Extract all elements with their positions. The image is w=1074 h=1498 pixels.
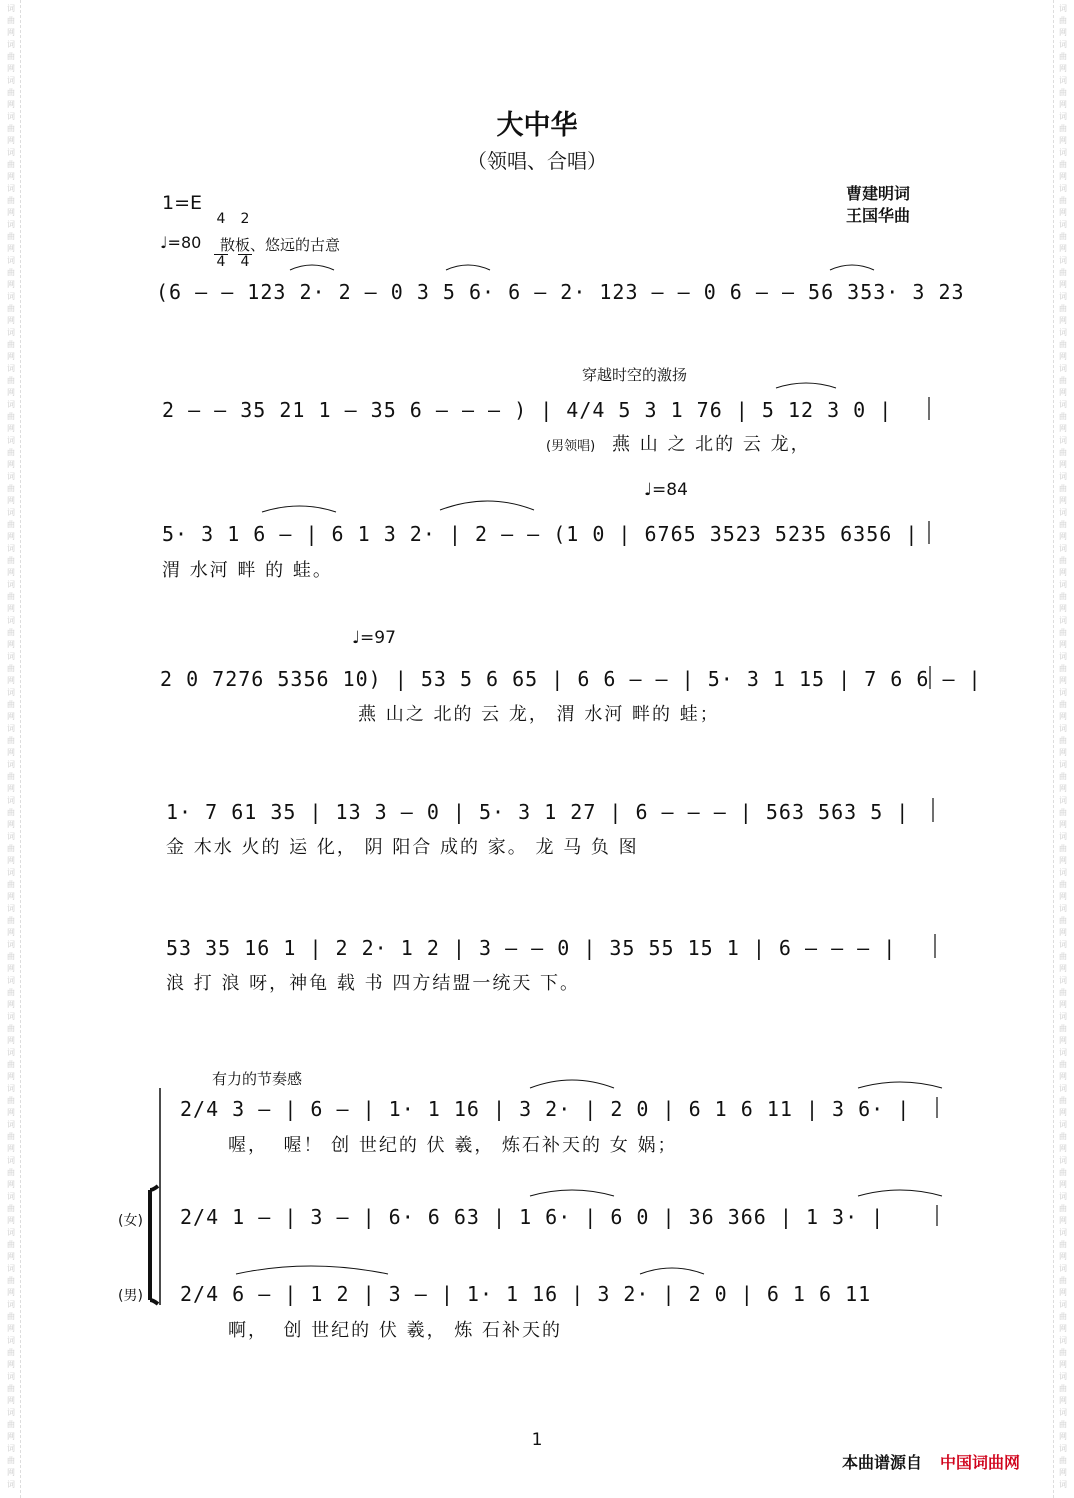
watermark-glyph: 词 — [1059, 1120, 1067, 1129]
tempo-marking-97: ♩=97 — [352, 628, 396, 648]
watermark-glyph: 曲 — [1059, 1096, 1067, 1105]
source-label: 本曲谱源自 — [842, 1453, 923, 1472]
watermark-glyph: 词 — [7, 1192, 15, 1201]
watermark-glyph: 网 — [1059, 244, 1067, 253]
watermark-glyph: 网 — [1059, 604, 1067, 613]
watermark-glyph: 网 — [7, 1360, 15, 1369]
watermark-glyph: 曲 — [1059, 268, 1067, 277]
time-sig-bottom: 4 — [214, 254, 228, 269]
watermark-glyph: 曲 — [1059, 1168, 1067, 1177]
watermark-glyph: 曲 — [1059, 772, 1067, 781]
watermark-glyph: 网 — [7, 244, 15, 253]
watermark-glyph: 词 — [7, 652, 15, 661]
watermark-glyph: 曲 — [7, 1060, 15, 1069]
watermark-glyph: 词 — [7, 256, 15, 265]
watermark-glyph: 网 — [7, 136, 15, 145]
watermark-glyph: 词 — [1059, 688, 1067, 697]
watermark-glyph: 网 — [1059, 1072, 1067, 1081]
watermark-glyph: 网 — [7, 1396, 15, 1405]
system-7-male-lyrics: 啊， 创 世纪的 伏 羲， 炼 石补天的 — [228, 1320, 563, 1341]
watermark-glyph: 网 — [1059, 1108, 1067, 1117]
slur — [236, 1266, 388, 1274]
watermark-glyph: 网 — [1059, 892, 1067, 901]
watermark-glyph: 网 — [1059, 640, 1067, 649]
watermark-glyph: 网 — [1059, 64, 1067, 73]
watermark-glyph: 网 — [1059, 856, 1067, 865]
watermark-glyph: 网 — [7, 892, 15, 901]
slur — [830, 265, 874, 270]
watermark-glyph: 词 — [7, 940, 15, 949]
watermark-glyph: 词 — [7, 184, 15, 193]
watermark-glyph: 曲 — [1059, 448, 1067, 457]
watermark-glyph: 词 — [1059, 1192, 1067, 1201]
watermark-glyph: 曲 — [1059, 1312, 1067, 1321]
watermark-glyph: 曲 — [7, 196, 15, 205]
watermark-glyph: 网 — [1059, 460, 1067, 469]
watermark-glyph: 曲 — [7, 1204, 15, 1213]
tempo-marking-80: ♩=80 — [160, 233, 202, 252]
watermark-glyph: 词 — [7, 1120, 15, 1129]
watermark-glyph: 网 — [1059, 1000, 1067, 1009]
watermark-glyph: 词 — [1059, 976, 1067, 985]
watermark-glyph: 网 — [1059, 1252, 1067, 1261]
system-2-lyrics: 燕 山 之 北的 云 龙， — [612, 434, 811, 455]
watermark-glyph: 词 — [7, 544, 15, 553]
watermark-glyph: 词 — [1059, 652, 1067, 661]
watermark-glyph: 曲 — [7, 520, 15, 529]
system-7-male-notes: 2/4 6 — | 1 2 | 3 — | 1· 1 16 | 3 2· | 2 0 | 6 1 6 11 — [180, 1282, 872, 1306]
watermark-glyph: 曲 — [7, 556, 15, 565]
watermark-glyph: 网 — [1059, 1360, 1067, 1369]
watermark-glyph: 词 — [1059, 1444, 1067, 1453]
watermark-glyph: 词 — [1059, 1300, 1067, 1309]
watermark-glyph: 网 — [1059, 316, 1067, 325]
watermark-glyph: 词 — [1059, 940, 1067, 949]
watermark-glyph: 曲 — [1059, 304, 1067, 313]
watermark-glyph: 曲 — [7, 1168, 15, 1177]
system-7-upper-notes: 2/4 3 — | 6 — | 1· 1 16 | 3 2· | 2 0 | 6 1 6 11 | 3 6· | — [180, 1097, 911, 1121]
watermark-glyph: 曲 — [7, 1096, 15, 1105]
song-subtitle: （领唱、合唱） — [467, 149, 607, 173]
slur — [858, 1190, 942, 1196]
watermark-glyph: 词 — [1059, 724, 1067, 733]
key-signature: 1=E — [162, 192, 203, 214]
watermark-glyph: 网 — [1059, 568, 1067, 577]
watermark-glyph: 曲 — [1059, 700, 1067, 709]
time-sig-top: 4 — [216, 211, 226, 227]
watermark-glyph: 曲 — [7, 304, 15, 313]
watermark-glyph: 曲 — [1059, 736, 1067, 745]
watermark-glyph: 网 — [7, 1108, 15, 1117]
watermark-glyph: 曲 — [7, 160, 15, 169]
watermark-glyph: 曲 — [1059, 88, 1067, 97]
watermark-glyph: 词 — [7, 4, 15, 13]
slur — [858, 1082, 942, 1088]
watermark-glyph: 网 — [7, 1468, 15, 1477]
watermark-glyph: 网 — [7, 172, 15, 181]
watermark-glyph: 词 — [1059, 1264, 1067, 1273]
system-4-lyrics: 燕 山之 北的 云 龙， 渭 水河 畔的 蛙； — [358, 704, 720, 725]
watermark-glyph: 词 — [7, 1228, 15, 1237]
watermark-glyph: 曲 — [1059, 808, 1067, 817]
watermark-glyph: 曲 — [7, 916, 15, 925]
choir-brace — [150, 1186, 158, 1304]
watermark-glyph: 词 — [1059, 544, 1067, 553]
watermark-glyph: 词 — [7, 436, 15, 445]
watermark-glyph: 曲 — [7, 772, 15, 781]
watermark-glyph: 词 — [1059, 904, 1067, 913]
watermark-glyph: 曲 — [7, 1132, 15, 1141]
watermark-glyph: 词 — [1059, 364, 1067, 373]
watermark-glyph: 曲 — [1059, 52, 1067, 61]
watermark-glyph: 曲 — [7, 376, 15, 385]
system-7-upper-lyrics: 喔， 喔！ 创 世纪的 伏 羲， 炼石补天的 女 娲； — [228, 1135, 678, 1156]
watermark-glyph: 曲 — [7, 124, 15, 133]
watermark-glyph: 网 — [7, 1144, 15, 1153]
watermark-glyph: 网 — [7, 460, 15, 469]
watermark-glyph: 曲 — [1059, 1240, 1067, 1249]
watermark-glyph: 曲 — [1059, 1384, 1067, 1393]
watermark-glyph: 曲 — [7, 700, 15, 709]
watermark-glyph: 曲 — [7, 340, 15, 349]
slur — [530, 1190, 614, 1196]
watermark-glyph: 词 — [7, 148, 15, 157]
watermark-glyph: 网 — [1059, 1432, 1067, 1441]
watermark-glyph: 网 — [1059, 1144, 1067, 1153]
watermark-glyph: 词 — [1059, 472, 1067, 481]
watermark-glyph: 网 — [1059, 676, 1067, 685]
watermark-glyph: 曲 — [1059, 916, 1067, 925]
male-lead-label: (男领唱) — [546, 439, 596, 454]
tempo-expression: 散板、悠远的古意 — [220, 236, 341, 254]
watermark-glyph: 词 — [1059, 1228, 1067, 1237]
watermark-glyph: 词 — [1059, 76, 1067, 85]
time-sig-bottom: 4 — [238, 254, 252, 269]
watermark-glyph: 曲 — [1059, 844, 1067, 853]
watermark-glyph: 曲 — [7, 448, 15, 457]
watermark-glyph: 曲 — [1059, 556, 1067, 565]
watermark-glyph: 词 — [1059, 328, 1067, 337]
watermark-glyph: 曲 — [1059, 1132, 1067, 1141]
watermark-glyph: 词 — [1059, 1408, 1067, 1417]
watermark-glyph: 网 — [7, 1072, 15, 1081]
watermark-glyph: 网 — [1059, 1396, 1067, 1405]
watermark-glyph: 网 — [7, 352, 15, 361]
watermark-glyph: 网 — [7, 208, 15, 217]
watermark-glyph: 曲 — [1059, 592, 1067, 601]
watermark-glyph: 词 — [1059, 868, 1067, 877]
lyricist-credit: 曹建明词 — [846, 184, 911, 203]
system-6-lyrics: 浪 打 浪 呀，神龟 载 书 四方结盟一统天 下。 — [166, 973, 581, 994]
system-5-notes: 1· 7 61 35 | 13 3 — 0 | 5· 3 1 27 | 6 — — — | 563 563 5 | — [166, 800, 910, 824]
watermark-glyph: 网 — [1059, 712, 1067, 721]
watermark-glyph: 网 — [7, 568, 15, 577]
watermark-glyph: 曲 — [7, 988, 15, 997]
watermark-glyph: 网 — [7, 676, 15, 685]
system-7-female-notes: 2/4 1 — | 3 — | 6· 6 63 | 1 6· | 6 0 | 36 366 | 1 3· | — [180, 1205, 885, 1229]
watermark-glyph: 曲 — [1059, 628, 1067, 637]
watermark-glyph: 曲 — [1059, 376, 1067, 385]
watermark-glyph: 网 — [7, 424, 15, 433]
watermark-glyph: 曲 — [7, 1276, 15, 1285]
watermark-glyph: 曲 — [1059, 1024, 1067, 1033]
watermark-glyph: 曲 — [1059, 952, 1067, 961]
watermark-glyph: 曲 — [1059, 232, 1067, 241]
watermark-glyph: 曲 — [1059, 880, 1067, 889]
watermark-glyph: 网 — [7, 1000, 15, 1009]
watermark-glyph: 网 — [7, 1036, 15, 1045]
watermark-glyph: 词 — [7, 976, 15, 985]
watermark-glyph: 词 — [1059, 1372, 1067, 1381]
watermark-glyph: 曲 — [7, 1420, 15, 1429]
watermark-glyph: 词 — [7, 616, 15, 625]
system-2-notes: 2 — — 35 21 1 — 35 6 — — — ) | 4/4 5 3 1 76 | 5 12 3 0 | — [162, 398, 893, 422]
watermark-glyph: 词 — [7, 868, 15, 877]
watermark-glyph: 网 — [7, 280, 15, 289]
watermark-glyph: 网 — [7, 928, 15, 937]
watermark-glyph: 词 — [7, 472, 15, 481]
watermark-glyph: 曲 — [1059, 1348, 1067, 1357]
watermark-glyph: 曲 — [7, 1348, 15, 1357]
watermark-glyph: 网 — [1059, 28, 1067, 37]
watermark-glyph: 网 — [1059, 748, 1067, 757]
watermark-glyph: 词 — [7, 1084, 15, 1093]
watermark-glyph: 网 — [7, 1432, 15, 1441]
watermark-glyph: 词 — [1059, 112, 1067, 121]
watermark-glyph: 曲 — [7, 952, 15, 961]
watermark-glyph: 词 — [7, 364, 15, 373]
watermark-glyph: 网 — [7, 604, 15, 613]
watermark-glyph: 曲 — [1059, 520, 1067, 529]
watermark-glyph: 词 — [1059, 1084, 1067, 1093]
watermark-glyph: 曲 — [7, 1456, 15, 1465]
watermark-glyph: 曲 — [1059, 160, 1067, 169]
watermark-glyph: 网 — [7, 784, 15, 793]
watermark-glyph: 网 — [7, 820, 15, 829]
male-part-label: (男) — [118, 1288, 143, 1304]
watermark-glyph: 词 — [7, 796, 15, 805]
watermark-glyph: 网 — [1059, 820, 1067, 829]
watermark-glyph: 网 — [1059, 208, 1067, 217]
watermark-glyph: 曲 — [7, 664, 15, 673]
watermark-glyph: 词 — [7, 1264, 15, 1273]
song-title: 大中华 — [496, 110, 578, 141]
watermark-glyph: 网 — [1059, 964, 1067, 973]
watermark-glyph: 词 — [7, 220, 15, 229]
watermark-glyph: 网 — [1059, 100, 1067, 109]
watermark-glyph: 词 — [1059, 760, 1067, 769]
watermark-glyph: 网 — [7, 1180, 15, 1189]
watermark-glyph: 网 — [7, 496, 15, 505]
source-credit — [842, 1450, 1020, 1473]
watermark-glyph: 曲 — [7, 1024, 15, 1033]
watermark-glyph: 词 — [1059, 580, 1067, 589]
system-2-expression: 穿越时空的激扬 — [582, 366, 688, 384]
female-part-label: (女) — [118, 1213, 143, 1229]
watermark-glyph: 词 — [7, 580, 15, 589]
watermark-glyph: 网 — [7, 748, 15, 757]
watermark-glyph: 网 — [7, 316, 15, 325]
slur — [640, 1268, 704, 1274]
watermark-glyph: 网 — [1059, 388, 1067, 397]
watermark-glyph: 曲 — [7, 1384, 15, 1393]
watermark-glyph: 网 — [7, 1252, 15, 1261]
watermark-glyph: 词 — [7, 688, 15, 697]
watermark-glyph: 词 — [7, 292, 15, 301]
watermark-glyph: 曲 — [1059, 1420, 1067, 1429]
watermark-glyph: 网 — [1059, 172, 1067, 181]
watermark-glyph: 词 — [7, 1372, 15, 1381]
slur — [290, 265, 334, 270]
composer-credit: 王国华曲 — [846, 206, 911, 225]
watermark-glyph: 曲 — [1059, 484, 1067, 493]
watermark-glyph: 词 — [7, 1336, 15, 1345]
watermark-glyph: 曲 — [7, 1312, 15, 1321]
watermark-glyph: 网 — [1059, 1216, 1067, 1225]
time-sig-top: 2 — [240, 211, 250, 227]
watermark-glyph: 词 — [7, 760, 15, 769]
watermark-glyph: 曲 — [7, 808, 15, 817]
watermark-glyph: 网 — [7, 388, 15, 397]
watermark-glyph: 词 — [1059, 796, 1067, 805]
watermark-glyph: 词 — [7, 832, 15, 841]
watermark-glyph: 词 — [7, 1444, 15, 1453]
watermark-glyph: 词 — [1059, 148, 1067, 157]
watermark-glyph: 词 — [1059, 508, 1067, 517]
watermark-glyph: 曲 — [7, 412, 15, 421]
watermark-glyph: 曲 — [7, 52, 15, 61]
watermark-glyph: 词 — [7, 1012, 15, 1021]
watermark-glyph: 词 — [7, 328, 15, 337]
watermark-glyph: 网 — [1059, 784, 1067, 793]
watermark-glyph: 曲 — [7, 88, 15, 97]
watermark-glyph: 曲 — [7, 232, 15, 241]
watermark-glyph: 网 — [1059, 1036, 1067, 1045]
system-7-expression: 有力的节奏感 — [212, 1070, 303, 1088]
watermark-glyph: 网 — [7, 712, 15, 721]
watermark-glyph: 词 — [1059, 616, 1067, 625]
watermark-glyph: 曲 — [7, 736, 15, 745]
system-3-notes: 5· 3 1 6 — | 6 1 3 2· | 2 — — (1 0 | 6765 3523 5235 6356 | — [162, 522, 919, 546]
watermark-glyph: 词 — [7, 40, 15, 49]
watermark-glyph: 词 — [7, 1156, 15, 1165]
watermark-glyph: 网 — [1059, 928, 1067, 937]
watermark-glyph: 词 — [7, 1048, 15, 1057]
watermark-glyph: 词 — [1059, 400, 1067, 409]
watermark-glyph: 词 — [7, 508, 15, 517]
watermark-glyph: 曲 — [7, 268, 15, 277]
watermark-glyph: 曲 — [1059, 1204, 1067, 1213]
watermark-glyph: 网 — [7, 64, 15, 73]
watermark-glyph: 词 — [1059, 256, 1067, 265]
watermark-glyph: 网 — [7, 856, 15, 865]
watermark-glyph: 网 — [1059, 1288, 1067, 1297]
watermark-glyph: 曲 — [1059, 412, 1067, 421]
slur — [446, 265, 490, 270]
watermark-glyph: 曲 — [1059, 16, 1067, 25]
watermark-glyph: 词 — [1059, 220, 1067, 229]
system-5-lyrics: 金 木水 火的 运 化， 阴 阳合 成的 家。 龙 马 负 图 — [166, 837, 639, 858]
slur — [776, 383, 836, 388]
watermark-glyph: 词 — [1059, 1480, 1067, 1489]
watermark-glyph: 曲 — [1059, 340, 1067, 349]
watermark-glyph: 网 — [7, 964, 15, 973]
watermark-glyph: 词 — [1059, 1336, 1067, 1345]
system-4-notes: 2 0 7276 5356 10) | 53 5 6 65 | 6 6 — — | 5· 3 1 15 | 7 6 6 — | — [160, 667, 982, 691]
watermark-glyph: 网 — [7, 532, 15, 541]
page-number: 1 — [531, 1430, 543, 1450]
watermark-glyph: 网 — [7, 1324, 15, 1333]
watermark-glyph: 曲 — [7, 628, 15, 637]
watermark-glyph: 网 — [1059, 1468, 1067, 1477]
watermark-glyph: 词 — [7, 112, 15, 121]
system-6-notes: 53 35 16 1 | 2 2· 1 2 | 3 — — 0 | 35 55 15 1 | 6 — — — | — [166, 936, 897, 960]
watermark-glyph: 曲 — [1059, 1276, 1067, 1285]
watermark-glyph: 曲 — [7, 844, 15, 853]
watermark-glyph: 曲 — [1059, 1060, 1067, 1069]
watermark-glyph: 网 — [7, 100, 15, 109]
watermark-glyph: 网 — [1059, 424, 1067, 433]
watermark-glyph: 词 — [7, 1300, 15, 1309]
watermark-glyph: 网 — [7, 1288, 15, 1297]
watermark-glyph: 词 — [1059, 436, 1067, 445]
watermark-glyph: 曲 — [7, 484, 15, 493]
watermark-glyph: 网 — [1059, 1180, 1067, 1189]
watermark-glyph: 曲 — [7, 592, 15, 601]
watermark-glyph: 曲 — [1059, 124, 1067, 133]
watermark-glyph: 词 — [1059, 1048, 1067, 1057]
watermark-glyph: 网 — [7, 1216, 15, 1225]
watermark-glyph: 网 — [1059, 532, 1067, 541]
slur — [530, 1080, 614, 1088]
system-3-lyrics: 渭 水河 畔 的 蛙。 — [162, 560, 333, 581]
watermark-glyph: 曲 — [1059, 664, 1067, 673]
tempo-marking-84: ♩=84 — [644, 480, 688, 500]
slur — [262, 506, 336, 512]
source-site-link[interactable]: 中国词曲网 — [940, 1453, 1021, 1472]
watermark-glyph: 曲 — [7, 880, 15, 889]
watermark-glyph: 词 — [1059, 292, 1067, 301]
watermark-glyph: 词 — [1059, 184, 1067, 193]
system-1-notes: (6 — — 123 2· 2 — 0 3 5 6· 6 — 2· 123 — — 0 6 — — 56 353· 3 23 — [156, 280, 965, 304]
watermark-glyph: 曲 — [1059, 988, 1067, 997]
watermark-glyph: 网 — [1059, 280, 1067, 289]
watermark-glyph: 词 — [7, 1408, 15, 1417]
watermark-glyph: 曲 — [1059, 1456, 1067, 1465]
watermark-glyph: 词 — [1059, 832, 1067, 841]
watermark-glyph: 网 — [7, 640, 15, 649]
watermark-glyph: 网 — [1059, 496, 1067, 505]
watermark-glyph: 词 — [1059, 40, 1067, 49]
watermark-glyph: 网 — [7, 28, 15, 37]
watermark-glyph: 网 — [1059, 136, 1067, 145]
watermark-glyph: 网 — [1059, 352, 1067, 361]
watermark-glyph: 词 — [7, 76, 15, 85]
watermark-glyph: 词 — [7, 400, 15, 409]
watermark-glyph: 词 — [7, 904, 15, 913]
watermark-glyph: 词 — [7, 1480, 15, 1489]
watermark-glyph: 词 — [7, 724, 15, 733]
watermark-glyph: 网 — [1059, 1324, 1067, 1333]
watermark-glyph: 词 — [1059, 1156, 1067, 1165]
watermark-glyph: 曲 — [7, 1240, 15, 1249]
slur — [440, 501, 534, 510]
watermark-glyph: 词 — [1059, 4, 1067, 13]
watermark-glyph: 曲 — [7, 16, 15, 25]
watermark-glyph: 词 — [1059, 1012, 1067, 1021]
watermark-glyph: 曲 — [1059, 196, 1067, 205]
